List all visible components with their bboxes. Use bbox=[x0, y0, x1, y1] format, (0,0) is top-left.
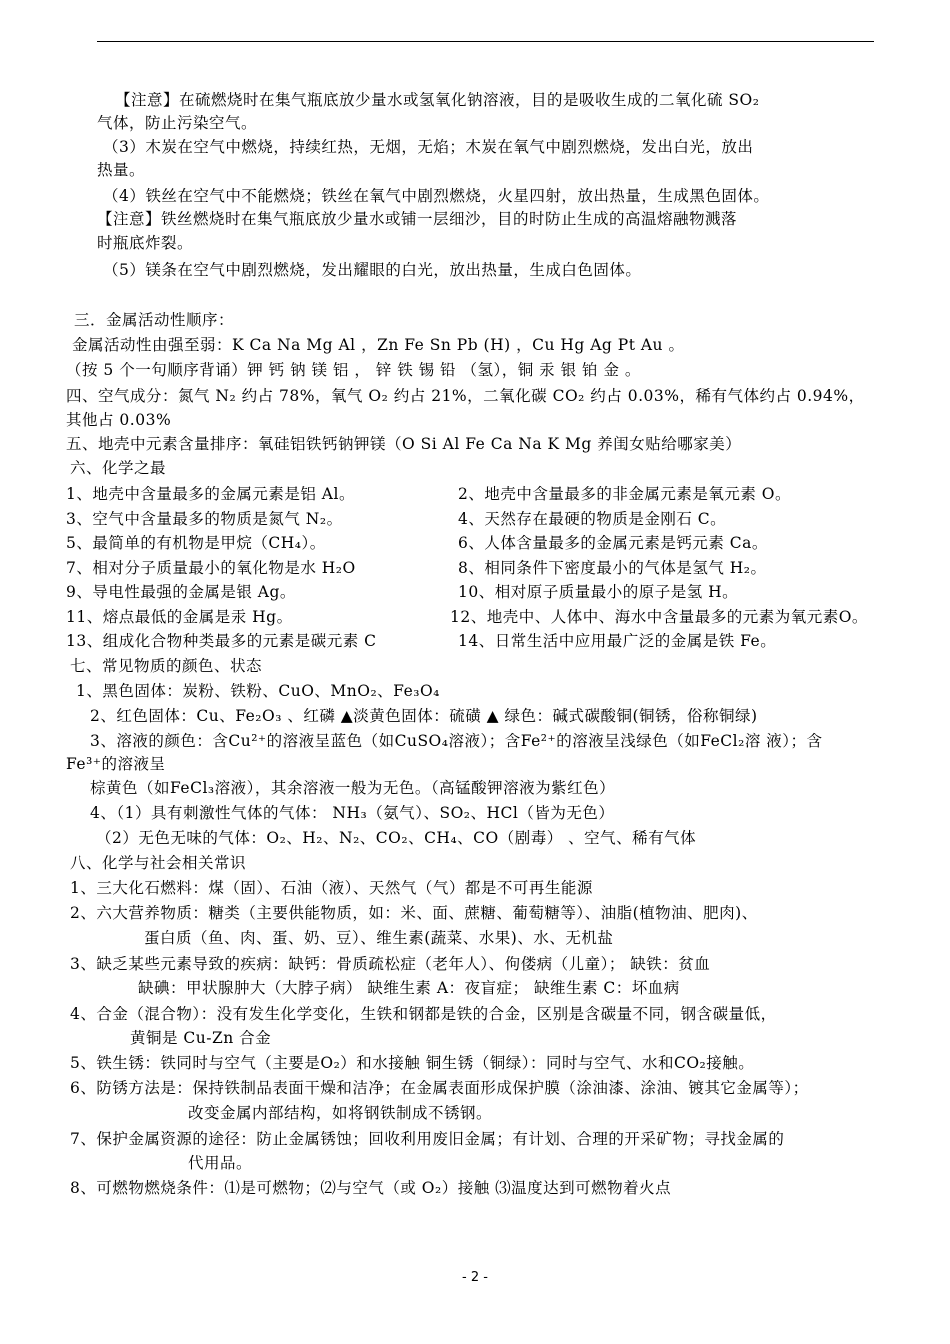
superlative-13: 13、组成化合物种类最多的元素是碳元素 C bbox=[66, 632, 377, 650]
note-sulfur-cont: 气体，防止污染空气。 bbox=[97, 114, 258, 132]
charcoal-line-cont: 热量。 bbox=[97, 161, 146, 179]
section-heading-8: 八、化学与社会相关常识 bbox=[70, 854, 247, 872]
superlative-2: 2、地壳中含量最多的非金属元素是氧元素 O。 bbox=[458, 485, 791, 503]
superlative-7: 7、相对分子质量最小的氧化物是水 H₂O bbox=[66, 559, 356, 577]
nutrients: 2、六大营养物质：糖类（主要供能物质，如：米、面、蔗糖、葡萄糖等）、油脂(植物油、肥肉)、 bbox=[70, 904, 758, 922]
page-number: - 2 - bbox=[462, 1270, 488, 1285]
color-red-solids: 2、红色固体：Cu、Fe₂O₃ 、红磷 ▲淡黄色固体：硫磺 ▲ 绿色：碱式碳酸铜(铜锈，俗称铜绿) bbox=[90, 707, 758, 725]
charcoal-line: （3）木炭在空气中燃烧，持续红热，无烟，无焰；木炭在氧气中剧烈燃烧，发出白光，放出 bbox=[103, 138, 754, 156]
note-iron-cont: 时瓶底炸裂。 bbox=[97, 234, 194, 252]
note-iron: 【注意】铁丝燃烧时在集气瓶底放少量水或铺一层细沙，目的时防止生成的高温熔融物溅落 bbox=[97, 210, 738, 228]
header-rule bbox=[97, 41, 874, 42]
superlative-9: 9、导电性最强的金属是银 Ag。 bbox=[66, 583, 296, 601]
deficiency-diseases-cont: 缺碘：甲状腺肿大（大脖子病） 缺维生素 A：夜盲症； 缺维生素 C：坏血病 bbox=[138, 979, 680, 997]
section-heading-6: 六、化学之最 bbox=[70, 459, 167, 477]
rusting: 5、铁生锈：铁同时与空气（主要是O₂）和水接触 铜生锈（铜绿）：同时与空气、水和CO₂接触。 bbox=[70, 1054, 755, 1072]
color-solutions: 3、溶液的颜色：含Cu²⁺的溶液呈蓝色（如CuSO₄溶液）；含Fe²⁺的溶液呈浅绿色（如FeCl₂溶 液）；含 bbox=[90, 732, 823, 750]
odorless-gases: （2）无色无味的气体：O₂、H₂、N₂、CO₂、CH₄、CO（剧毒） 、空气、稀有气体 bbox=[96, 829, 697, 847]
section-heading-4: 四、空气成分：氮气 N₂ 约占 78%，氧气 O₂ 约占 21%，二氧化碳 CO₂ 约占 0.03%，稀有气体约占 0.94%， bbox=[66, 387, 865, 405]
color-solutions-cont: Fe³⁺的溶液呈 bbox=[66, 755, 166, 773]
magnesium-line: （5）镁条在空气中剧烈燃烧，发出耀眼的白光，放出热量，生成白色固体。 bbox=[103, 261, 642, 279]
combustion-conditions: 8、可燃物燃烧条件：⑴是可燃物；⑵与空气（或 O₂）接触 ⑶温度达到可燃物着火点 bbox=[70, 1179, 672, 1197]
superlative-5: 5、最简单的有机物是甲烷（CH₄）。 bbox=[66, 534, 326, 552]
activity-series: 金属活动性由强至弱：K Ca Na Mg Al ，Zn Fe Sn Pb (H) ，Cu Hg Ag Pt Au 。 bbox=[72, 336, 685, 354]
fossil-fuels: 1、三大化石燃料：煤（固）、石油（液）、天然气（气）都是不可再生能源 bbox=[70, 879, 593, 897]
metal-resources: 7、保护金属资源的途径：防止金属锈蚀；回收利用废旧金属；有计划、合理的开采矿物；寻找金属的 bbox=[70, 1130, 785, 1148]
section-heading-3: 三．金属活动性顺序： bbox=[74, 311, 235, 329]
air-composition-cont: 其他占 0.03% bbox=[66, 411, 172, 429]
color-black-solids: 1、黑色固体：炭粉、铁粉、CuO、MnO₂、Fe₃O₄ bbox=[76, 682, 440, 700]
superlative-11: 11、熔点最低的金属是汞 Hg。 bbox=[66, 608, 293, 626]
superlative-4: 4、天然存在最硬的物质是金刚石 C。 bbox=[458, 510, 727, 528]
alloys: 4、合金（混合物）：没有发生化学变化，生铁和钢都是铁的合金，区别是含碳量不同，钢含碳量低， bbox=[70, 1005, 777, 1023]
superlative-10: 10、相对原子质量最小的原子是氢 H。 bbox=[458, 583, 739, 601]
superlative-1: 1、地壳中含量最多的金属元素是铝 Al。 bbox=[66, 485, 355, 503]
alloys-cont: 黄铜是 Cu-Zn 合金 bbox=[130, 1029, 272, 1047]
deficiency-diseases: 3、缺乏某些元素导致的疾病：缺钙：骨质疏松症（老年人）、佝偻病（儿童）； 缺铁：贫血 bbox=[70, 955, 711, 973]
pungent-gases: 4、（1）具有刺激性气体的气体： NH₃（氨气）、SO₂、HCl（皆为无色） bbox=[90, 804, 615, 822]
rust-prevention-cont: 改变金属内部结构，如将钢铁制成不锈钢。 bbox=[188, 1104, 493, 1122]
section-heading-7: 七、常见物质的颜色、状态 bbox=[70, 657, 263, 675]
superlative-8: 8、相同条件下密度最小的气体是氢气 H₂。 bbox=[458, 559, 767, 577]
superlative-3: 3、空气中含量最多的物质是氮气 N₂。 bbox=[66, 510, 343, 528]
metal-resources-cont: 代用品。 bbox=[188, 1154, 253, 1172]
note-sulfur: 【注意】在硫燃烧时在集气瓶底放少量水或氢氧化钠溶液，目的是吸收生成的二氧化硫 SO₂ bbox=[115, 91, 760, 109]
superlative-6: 6、人体含量最多的金属元素是钙元素 Ca。 bbox=[458, 534, 768, 552]
color-solutions-cont-2: 棕黄色（如FeCl₃溶液），其余溶液一般为无色。（高锰酸钾溶液为紫红色） bbox=[90, 779, 616, 797]
section-heading-5: 五、地壳中元素含量排序：氧硅铝铁钙钠钾镁（O Si Al Fe Ca Na K Mg 养闺女贴给哪家美） bbox=[66, 435, 742, 453]
superlative-14: 14、日常生活中应用最广泛的金属是铁 Fe。 bbox=[458, 632, 777, 650]
rust-prevention: 6、防锈方法是：保持铁制品表面干燥和洁净；在金属表面形成保护膜（涂油漆、涂油、镀其它金属等）； bbox=[70, 1079, 809, 1097]
superlative-12: 12、地壳中、人体中、海水中含量最多的元素为氧元素O。 bbox=[450, 608, 868, 626]
activity-series-mnemonic: （按 5 个一句顺序背诵）钾 钙 钠 镁 铝 ， 锌 铁 锡 铅 （氢），铜 汞 银 铂 金 。 bbox=[66, 361, 641, 379]
nutrients-cont: 蛋白质（鱼、肉、蛋、奶、豆）、维生素(蔬菜、水果)、水、无机盐 bbox=[144, 929, 614, 947]
iron-wire-line: （4）铁丝在空气中不能燃烧；铁丝在氧气中剧烈燃烧，火星四射，放出热量，生成黑色固体。 bbox=[103, 187, 770, 205]
